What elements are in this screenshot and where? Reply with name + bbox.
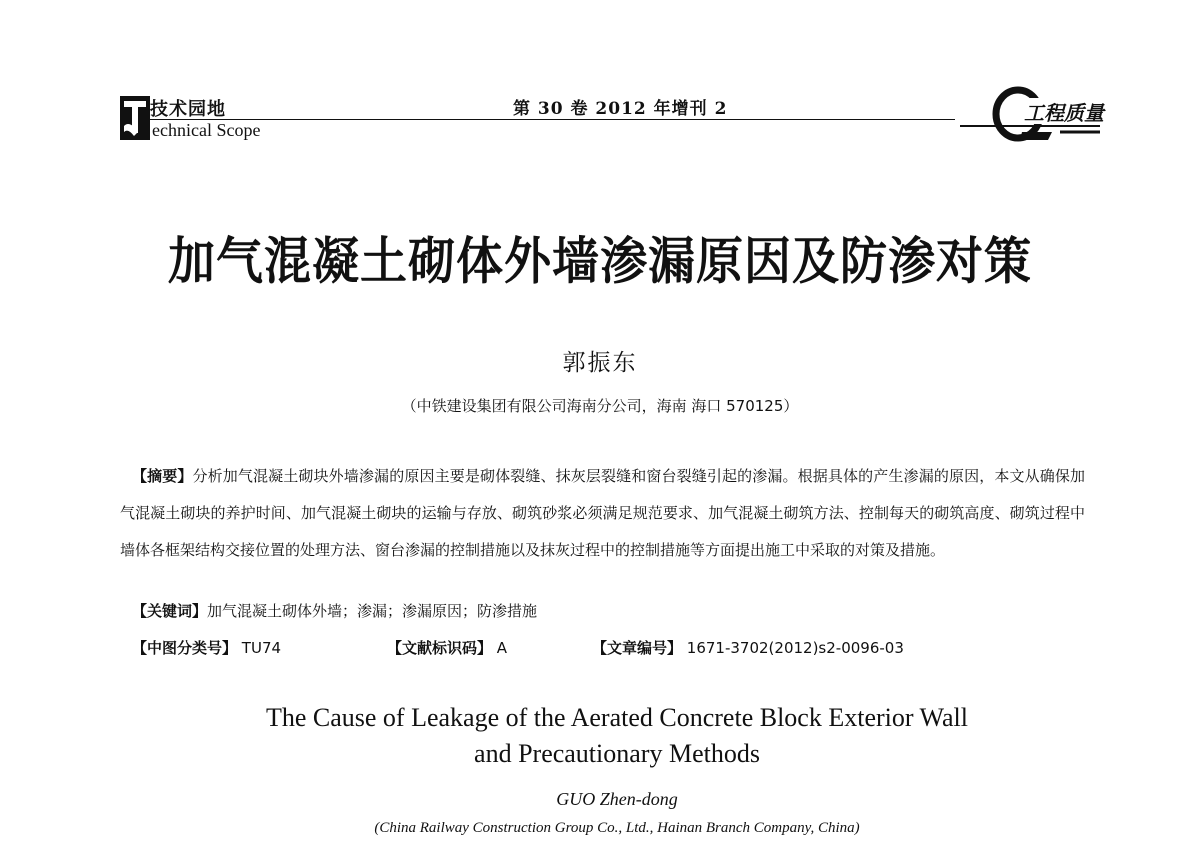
clc-value: TU74 xyxy=(241,639,282,657)
paper-title-cn: 加气混凝土砌体外墙渗漏原因及防渗对策 xyxy=(168,232,1032,292)
author-name-en: GUO Zhen-dong xyxy=(556,789,678,809)
affiliation-en: (China Railway Construction Group Co., Ltd., Hainan Branch Company, China) xyxy=(374,820,860,836)
keywords xyxy=(132,600,537,621)
document-code xyxy=(387,637,507,658)
paper-title-en xyxy=(0,700,1200,772)
section-title-cn: 技术园地 xyxy=(150,99,226,120)
article-number-label: 【文章编号】 xyxy=(592,639,683,657)
affiliation-cn: （中铁建设集团有限公司海南分公司，海南 海口 570125） xyxy=(401,397,799,415)
clc-label: 【中图分类号】 xyxy=(132,639,238,657)
journal-logo-icon xyxy=(960,84,1110,154)
abstract-text: 分析加气混凝土砌块外墙渗漏的原因主要是砌体裂缝、抹灰层裂缝和窗台裂缝引起的渗漏。根据具体的产生渗漏的原因，本文从确保加气混凝土砌块的养护时间、加气混凝土砌块的运输与存放、砌筑砂浆必须满足规范要求、加气混凝土砌筑方法、控制每天的砌筑高度、砌筑过程中墙体各框架结构交接位置的处理方法、窗台渗漏的控制措施以及抹灰过程中的控制措施等方面提出施工中采取的对策及措施。 xyxy=(120,467,1085,559)
keywords-text: 加气混凝土砌体外墙；渗漏；渗漏原因；防渗措施 xyxy=(207,602,538,620)
keywords-label: 【关键词】 xyxy=(132,602,208,620)
journal-logo xyxy=(960,84,1110,154)
header-rule xyxy=(150,119,955,120)
paper-title-en-line2: and Precautionary Methods xyxy=(474,739,760,768)
abstract-label: 【摘要】 xyxy=(132,467,193,485)
classification-row xyxy=(132,637,1092,659)
article-number-value: 1671-3702(2012)s2-0096-03 xyxy=(686,639,904,657)
doc-code-label: 【文献标识码】 xyxy=(387,639,493,657)
section-title-en: echnical Scope xyxy=(152,120,261,140)
article-number xyxy=(592,637,904,658)
issue-info: 第 30 卷 2012 年增刊 2 xyxy=(513,99,728,119)
section-logo-icon xyxy=(120,96,150,140)
doc-code-value: A xyxy=(496,639,508,657)
author-name-cn: 郭振东 xyxy=(562,350,638,376)
abstract xyxy=(120,458,1085,569)
paper-title-en-line1: The Cause of Leakage of the Aerated Concrete Block Exterior Wall xyxy=(265,703,969,732)
journal-logo-text: 工程质量 xyxy=(1024,101,1104,125)
clc-number xyxy=(132,637,281,658)
